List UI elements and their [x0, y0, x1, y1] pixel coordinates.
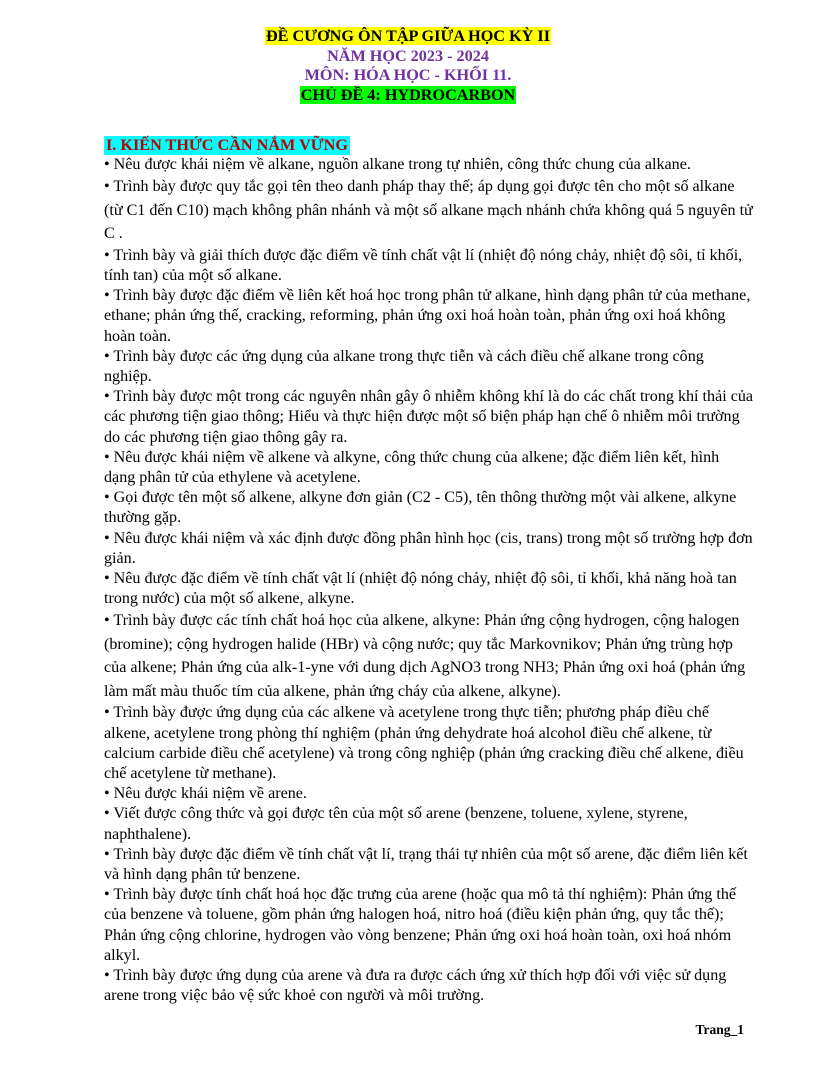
document-title-line: [0, 27, 816, 47]
list-item: • Nêu được khái niệm về alkane, nguồn alkane trong tự nhiên, công thức chung của alkane.: [104, 156, 691, 173]
list-item: • Trình bày được đặc điểm về liên kết hoá học trong phân tử alkane, hình dạng phân tử của methane, ethane; phản ứng thế, cracking, reforming, phản ứng oxi hoá hoàn toàn, phản ứng oxi hoá không hoàn toàn.: [104, 287, 751, 345]
list-item: • Nêu được khái niệm về arene.: [104, 785, 307, 803]
list-item: • Gọi được tên một số alkene, alkyne đơn giản (C2 - C5), tên thông thường một vài alkene, alkyne thường gặp.: [104, 489, 737, 527]
topic-line: [0, 86, 816, 106]
page-number: Trang_1: [695, 1022, 744, 1037]
list-item: • Trình bày được các ứng dụng của alkane trong thực tiễn và cách điều chế alkane trong công nghiệp.: [104, 347, 704, 385]
list-item: • Trình bày và giải thích được đặc điểm về tính chất vật lí (nhiệt độ nóng chảy, nhiệt độ sôi, tỉ khối, tính tan) của một số alkane.: [104, 246, 743, 284]
list-item: • Trình bày được một trong các nguyên nhân gây ô nhiễm không khí là do các chất trong khí thải của các phương tiện giao thông; Hiểu và thực hiện được một số biện pháp hạn chế ô nhiễm môi trường do các phương tiện giao thông gây ra.: [104, 388, 754, 446]
document-header: [0, 27, 816, 105]
list-item: • Trình bày được ứng dụng của các alkene và acetylene trong thực tiễn; phương pháp điều chế alkene, acetylene trong phòng thí nghiệm (phản ứng dehydrate hoá alcohol điều chế alkene, từ calcium carbide điều chế acetylene) và trong công nghiệp (phản ứng cracking điều chế alkene, điều chế acetylene từ methane).: [104, 704, 744, 782]
document-title: ĐỀ CƯƠNG ÔN TẬP GIỮA HỌC KỲ II: [265, 27, 551, 45]
bullet-list: [104, 155, 754, 1006]
subject-line: MÔN: HÓA HỌC - KHỐI 11.: [304, 66, 512, 85]
topic-title: CHỦ ĐỀ 4: HYDROCARBON: [300, 85, 516, 104]
list-item: • Nêu được đặc điểm về tính chất vật lí (nhiệt độ nóng chảy, nhiệt độ sôi, tỉ khối, khả năng hoà tan trong nước) của một số alkene, alkyne.: [104, 569, 737, 608]
list-item: • Trình bày được tính chất hoá học đặc trưng của arene (hoặc qua mô tả thí nghiệm): Phản ứng thế của benzene và toluene, gồm phản ứng halogen hoá, nitro hoá (điều kiện phản ứng, quy tắc thế); Phản ứng cộng chlorine, hydrogen vào vòng benzene; Phản ứng oxi hoá hoàn toàn, oxi hoá nhóm alkyl.: [104, 886, 737, 964]
list-item: • Viết được công thức và gọi được tên của một số arene (benzene, toluene, xylene, styrene, naphthalene).: [104, 805, 688, 843]
section-heading: I. KIẾN THỨC CẦN NẮM VỮNG: [106, 136, 348, 154]
list-item: • Nêu được khái niệm về alkene và alkyne, công thức chung của alkene; đặc điểm liên kết, hình dạng phân tử của ethylene và acetylene.: [104, 448, 720, 486]
school-year: NĂM HỌC 2023 - 2024: [327, 46, 489, 65]
list-item: • Trình bày được quy tắc gọi tên theo danh pháp thay thế; áp dụng gọi được tên cho một số alkane (từ C1 đến C10) mạch không phân nhánh và một số alkane mạch nhánh chứa không quá 5 nguyên tử C .: [104, 178, 753, 243]
list-item: • Nêu được khái niệm và xác định được đồng phân hình học (cis, trans) trong một số trường hợp đơn giản.: [104, 529, 753, 567]
list-item: • Trình bày được các tính chất hoá học của alkene, alkyne: Phản ứng cộng hydrogen, cộng halogen (bromine); cộng hydrogen halide (HBr) và cộng nước; quy tắc Markovnikov; Phản ứng trùng hợp của alkene; Phản ứng của alk-1-yne với dung dịch AgNO3 trong NH3; Phản ứng oxi hoá (phản ứng làm mất màu thuốc tím của alkene, phản ứng cháy của alkene, alkyne).: [104, 612, 746, 700]
list-item: • Trình bày được ứng dụng của arene và đưa ra được cách ứng xử thích hợp đối với việc sử dụng arene trong việc bảo vệ sức khoẻ con người và môi trường.: [104, 967, 727, 1005]
list-item: • Trình bày được đặc điểm về tính chất vật lí, trạng thái tự nhiên của một số arene, đặc điểm liên kết và hình dạng phân tử benzene.: [104, 845, 748, 883]
